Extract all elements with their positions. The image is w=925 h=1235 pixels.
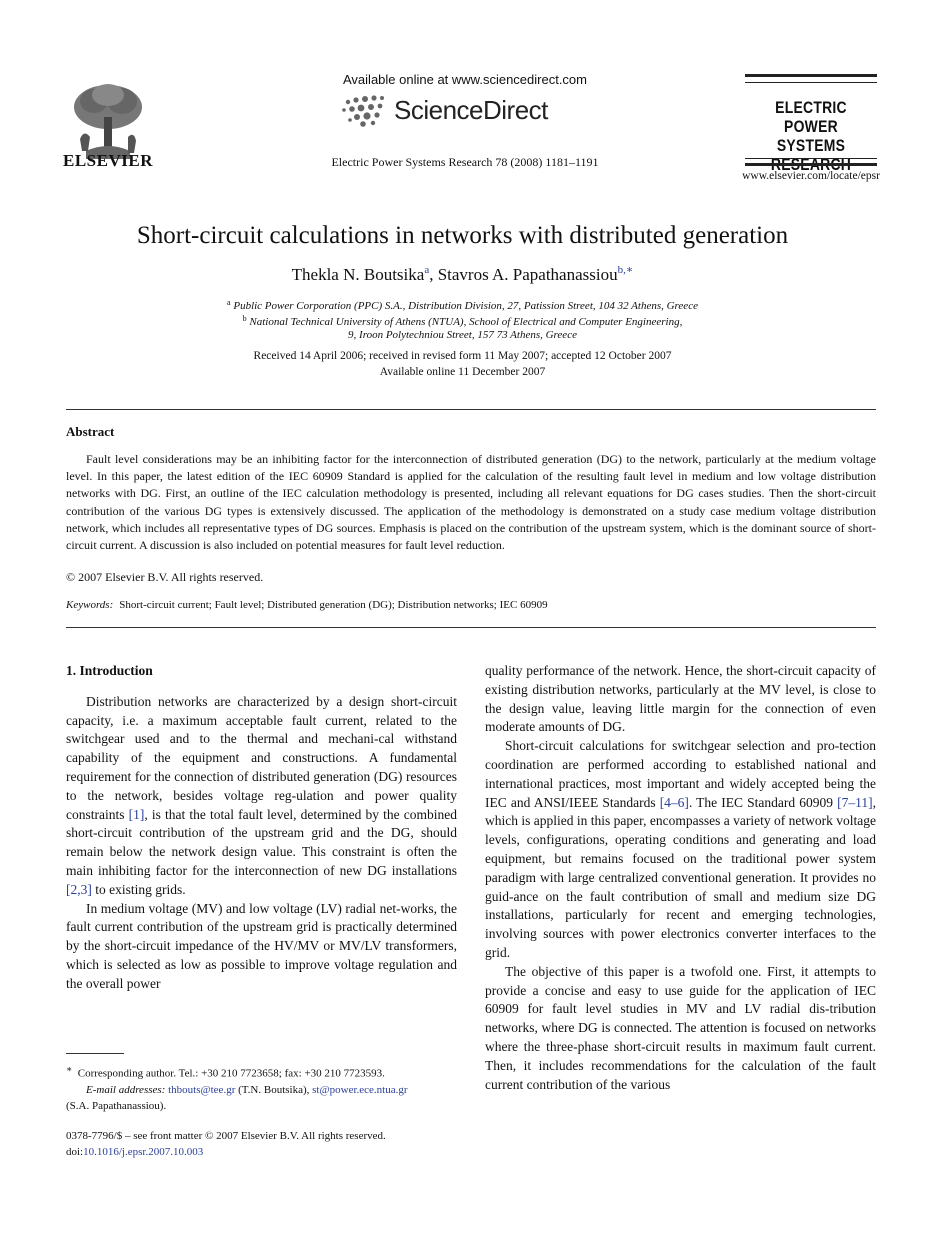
left-column: [66, 662, 457, 994]
author-2-affil-mark[interactable]: b,∗: [617, 264, 634, 276]
intro-p3-text-a: Short-circuit calculations for switchgear selection and pro-tection coordination are performed according to established national and international practices, most important and widely accepted being the IEC and ANSI/IEEE Standards: [485, 738, 876, 810]
sciencedirect-wordmark: ScienceDirect: [394, 95, 548, 125]
keywords-label: Keywords:: [66, 599, 114, 611]
divider-bottom: [66, 627, 876, 628]
intro-p3-text-c: , which is applied in this paper, encompasses a variety of network voltage levels, configurations, operating conditions and generating and load equipment, but remains focused on the traditional power system paradigm with large centralized conventional generation. It provides no guid-ance on the fault contribution of small and medium size DG installations, particularly for recent and emerging technologies, involving sources with power electronics converter interfaces to the grid.: [485, 794, 876, 960]
article-title: Short-circuit calculations in networks with distributed generation: [136, 222, 789, 249]
masthead-top-rule-thin: [745, 82, 877, 83]
author-2: , Stavros A. Papathanassiou: [429, 265, 618, 284]
footnote-line-2: [66, 1082, 457, 1098]
intro-paragraph-1: [66, 693, 457, 900]
intro-p1-text-c: to existing grids.: [91, 881, 186, 897]
affiliation-b-mark: b: [242, 314, 247, 323]
journal-title-line1: ELECTRIC POWER: [775, 98, 847, 136]
available-online-line: Available online at www.sciencedirect.com: [343, 72, 587, 87]
footnote-line-3: (S.A. Papathanassiou).: [66, 1099, 167, 1112]
intro-p1-text-b: , is that the total fault level, determined by the combined short-circuit contribution of the upstream grid and the DG, should remain below the network design value. This constraint is often the main inhibiting factor for the interconnection of new DG installations: [66, 806, 457, 878]
intro-paragraph-3: [485, 737, 876, 963]
journal-url[interactable]: www.elsevier.com/locate/epsr: [742, 170, 880, 182]
abstract-heading: Abstract: [66, 424, 115, 439]
affiliation-a-mark: a: [227, 298, 231, 307]
footnote-line-1: [66, 1061, 457, 1082]
abstract-copyright: © 2007 Elsevier B.V. All rights reserved.: [66, 570, 264, 584]
divider-top: [66, 409, 876, 410]
sciencedirect-dots-icon: [340, 92, 392, 132]
citation-4-6[interactable]: [4–6]: [659, 794, 689, 810]
author-1-affil-mark[interactable]: a: [424, 264, 430, 276]
keywords-list: Short-circuit current; Fault level; Distributed generation (DG); Distribution networks; IEC 60909: [119, 599, 548, 611]
keywords: [66, 599, 876, 611]
intro-p1-text-a: Distribution networks are characterized by a design short-circuit capacity, i.e. a maximum acceptable fault current, related to the switchgear used and to the thermal and mechani-cal withstand capability of the equipment and constructions. A fundamental requirement for the connection of distributed generation (DG) resources to the network, besides voltage reg-ulation and power quality constraints: [66, 693, 457, 822]
affiliation-a: [60, 298, 865, 312]
journal-title-line2: SYSTEMS: [776, 136, 846, 155]
publisher-name: ELSEVIER: [63, 151, 153, 170]
section-heading-introduction: 1. Introduction: [66, 663, 153, 678]
footnote-mark: ∗: [66, 1064, 73, 1074]
affiliation-b-text-1: National Technical University of Athens (NTUA), School of Electrical and Computer Engineering,: [249, 316, 683, 328]
intro-paragraph-4: The objective of this paper is a twofold one. First, it attempts to provide a concise and easy to use guide for the application of IEC 60909 for fault level studies in MV and LV radial dis-tribution networks, where DG is connected. The attention is focused on networks where the three-phase short-circuit results in maximum fault current. Then, it includes recommendations for the calculation of the fault current contribution of the various: [485, 963, 876, 1092]
citation-7-11[interactable]: [7–11]: [837, 794, 873, 810]
journal-reference: Electric Power Systems Research 78 (2008) 1181–1191: [331, 155, 599, 169]
journal-masthead: [742, 74, 880, 186]
doi-line: [66, 1144, 486, 1160]
email-1-owner: (T.N. Boutsika),: [238, 1083, 310, 1096]
received-dates: Received 14 April 2006; received in revised form 11 May 2007; accepted 12 October 2007: [253, 350, 672, 362]
author-line: [60, 263, 865, 285]
email-link-1[interactable]: thbouts@tee.gr: [168, 1083, 236, 1096]
corresponding-author-footnote: [66, 1061, 457, 1114]
affiliation-a-text: Public Power Corporation (PPC) S.A., Distribution Division, 27, Patission Street, 104 32 Athens, Greece: [233, 300, 698, 312]
intro-paragraph-2-cont: quality performance of the network. Hence, the short-circuit capacity of existing distribution networks, particularly at the MV level, is close to the design value, leaving little margin for the connection of even moderate amounts of DG.: [485, 663, 876, 735]
author-1: Thekla N. Boutsika: [291, 265, 425, 284]
affiliation-b-line2: 9, Iroon Polytechniou Street, 157 73 Athens, Greece: [348, 329, 577, 341]
footnote-rule: [66, 1053, 124, 1054]
front-matter: [66, 1128, 486, 1160]
intro-p3-text-b: . The IEC Standard 60909: [688, 794, 838, 810]
sciencedirect-logo: [340, 92, 590, 132]
abstract-paragraph: Fault level considerations may be an inhibiting factor for the interconnection of distributed generation (DG) to the network, particularly at the medium voltage level. In this paper, the latest edition of the IEC 60909 Standard is applied for the calculation of the resulting fault level in medium and low voltage distribution networks with DG. First, an outline of the IEC calculation methodology is presented, including all relevant equations for DG cases studies. Then the short-circuit contribution of the various DG types is extensively discussed. The application of the methodology is demonstrated on a study case medium voltage distribution network, which includes all representative types of DG sources. Emphasis is placed on the contribution of the upstream system, which is the dominant source of short-circuit current. A discussion is also included on potential measures for fault level reduction.: [66, 452, 876, 553]
citation-1[interactable]: [1]: [128, 806, 145, 822]
email-label: E-mail addresses:: [86, 1083, 166, 1096]
issn-line: 0378-7796/$ – see front matter © 2007 Elsevier B.V. All rights reserved.: [66, 1130, 386, 1142]
masthead-top-rule: [745, 74, 877, 77]
masthead-bottom-rule-thin: [745, 158, 877, 159]
doi-link[interactable]: 10.1016/j.epsr.2007.10.003: [83, 1146, 204, 1158]
available-online-date: Available online 11 December 2007: [379, 366, 546, 378]
masthead-bottom-rule: [745, 163, 877, 166]
footnote-corresponding: Corresponding author. Tel.: +30 210 7723658; fax: +30 210 7723593.: [77, 1067, 385, 1080]
affiliation-b: [60, 314, 865, 328]
citation-2-3[interactable]: [2,3]: [66, 881, 92, 897]
abstract-body: [66, 451, 876, 554]
right-column: [485, 662, 876, 1094]
intro-paragraph-2: In medium voltage (MV) and low voltage (LV) radial net-works, the fault current contribution of the upstream grid is practically determined by the short-circuit impedance of the HV/MV or MV/LV transformers, which is selected as low as possible to improve voltage regulation and the overall power: [66, 900, 457, 991]
doi-label: doi:: [66, 1146, 84, 1158]
email-link-2[interactable]: st@power.ece.ntua.gr: [312, 1083, 408, 1096]
